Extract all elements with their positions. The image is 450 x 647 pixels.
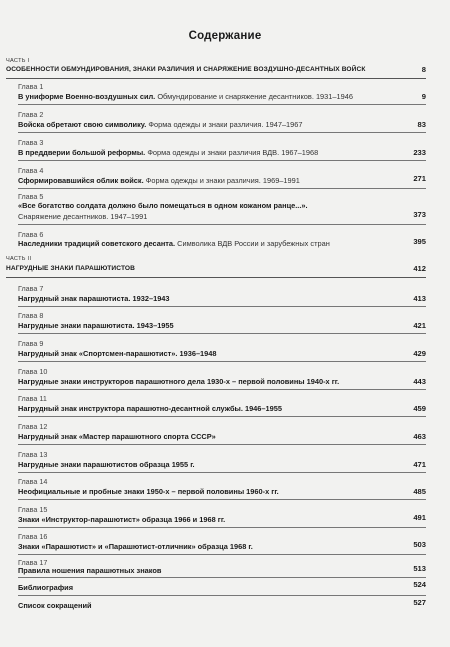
chapter-page-number: 503 [413,540,426,549]
chapter-page-number: 485 [413,487,426,496]
row-divider [18,104,426,105]
chapter-title: Нагрудные знаки парашютиста. 1943–1955 [18,321,174,330]
row-divider [18,577,426,578]
abbreviations-line [18,601,388,610]
chapter-title: В преддверии большой реформы. [18,148,146,157]
chapter-label: Глава 1 [18,82,44,91]
abbreviations-title: Список сокращений [18,601,92,610]
row-divider [18,416,426,417]
chapter-title-line [18,321,388,330]
chapter-label: Глава 3 [18,138,44,147]
chapter-title-line [18,201,388,210]
chapter-title-line [18,148,388,157]
chapter-title-line [18,542,388,551]
chapter-description: Снаряжение десантников. 1947–1991 [18,212,148,221]
chapter-description: Форма одежды и знаки различия. 1947–1967 [148,120,303,129]
chapter-title-line [18,515,388,524]
chapter-label: Глава 4 [18,166,44,175]
chapter-page-number: 513 [413,564,426,573]
chapter-title-line [18,120,388,129]
chapter-label: Глава 5 [18,192,44,201]
chapter-description: Обмундирование и снаряжение десантников. 1931–1946 [157,92,353,101]
chapter-title-line [18,487,388,496]
abbreviations-page-number: 527 [413,598,426,607]
row-divider [18,333,426,334]
row-divider [18,444,426,445]
chapter-label: Глава 16 [18,532,48,541]
chapter-title: Сформировавшийся облик войск. [18,176,144,185]
chapter-page-number: 459 [413,404,426,413]
bibliography-line [18,583,388,592]
chapter-label: Глава 9 [18,339,44,348]
row-divider [18,188,426,189]
chapter-page-number: 233 [413,148,426,157]
chapter-title: Нагрудные знаки парашютистов образца 1955 г. [18,460,195,469]
chapter-label: Глава 11 [18,394,47,403]
chapter-description: Форма одежды и знаки различия ВДВ. 1967–1968 [147,148,319,157]
chapter-title-line [18,294,388,303]
chapter-title: «Все богатство солдата должно было помещаться в одном кожаном ранце...». [18,201,308,210]
chapter-label: Глава 12 [18,422,48,431]
chapter-label: Глава 7 [18,284,44,293]
bibliography-page-number: 524 [413,580,426,589]
row-divider [18,361,426,362]
chapter-title: Знаки «Инструктор-парашютист» образца 1966 и 1968 гг. [18,515,226,524]
chapter-title: Нагрудный знак «Мастер парашютного спорта СССР» [18,432,216,441]
chapter-title: Наследники традиций советского десанта. [18,239,176,248]
part-page-number: 8 [421,65,426,74]
part-title: ОСОБЕННОСТИ ОБМУНДИРОВАНИЯ, ЗНАКИ РАЗЛИЧИЯ И СНАРЯЖЕНИЕ ВОЗДУШНО-ДЕСАНТНЫХ ВОЙСК [6,66,366,73]
chapter-label: Глава 15 [18,505,48,514]
row-divider [18,499,426,500]
row-divider [18,224,426,225]
chapter-title: Нагрудный знак инструктора парашютно-десантной службы. 1946–1955 [18,404,282,413]
chapter-description: Форма одежды и знаки различия. 1969–1991 [145,176,300,185]
row-divider [18,160,426,161]
chapter-description-line [18,212,388,221]
chapter-description: Символика ВДВ России и зарубежных стран [177,239,330,248]
chapter-page-number: 443 [413,377,426,386]
row-divider [18,132,426,133]
chapter-title: Неофициальные и пробные знаки 1950-х – первой половины 1960-х гг. [18,487,279,496]
chapter-page-number: 421 [413,321,426,330]
chapter-page-number: 429 [413,349,426,358]
chapter-title: В униформе Военно-воздушных сил. [18,92,156,101]
part-divider [6,277,426,278]
chapter-title-line [18,404,388,413]
part-page-number: 412 [413,264,426,273]
chapter-title: Правила ношения парашютных знаков [18,566,162,575]
chapter-page-number: 491 [413,513,426,522]
chapter-label: Глава 10 [18,367,48,376]
chapter-label: Глава 17 [18,558,48,567]
chapter-title-line [18,92,388,101]
chapter-page-number: 471 [413,460,426,469]
chapter-label: Глава 6 [18,230,44,239]
chapter-page-number: 463 [413,432,426,441]
chapter-title: Нагрудный знак парашютиста. 1932–1943 [18,294,170,303]
part-title: НАГРУДНЫЕ ЗНАКИ ПАРАШЮТИСТОВ [6,265,135,272]
chapter-page-number: 9 [421,92,426,101]
chapter-title-line [18,176,388,185]
chapter-label: Глава 8 [18,311,44,320]
chapter-title-line [18,377,398,386]
bibliography-title: Библиография [18,583,74,592]
chapter-label: Глава 14 [18,477,48,486]
chapter-title-line [18,566,388,575]
chapter-page-number: 373 [413,210,426,219]
chapter-title: Знаки «Парашютист» и «Парашютист-отличник» образца 1968 г. [18,542,253,551]
chapter-page-number: 83 [417,120,426,129]
chapter-title-line [18,349,388,358]
chapter-label: Глава 2 [18,110,44,119]
chapter-label: Глава 13 [18,450,48,459]
row-divider [18,389,426,390]
page-title: Содержание [188,30,262,42]
chapter-title-line [18,239,398,248]
chapter-title: Нагрудный знак «Спортсмен-парашютист». 1936–1948 [18,349,217,358]
row-divider [18,306,426,307]
row-divider [18,472,426,473]
chapter-page-number: 395 [413,237,426,246]
chapter-page-number: 413 [413,294,426,303]
chapter-title-line [18,460,388,469]
chapter-title: Войска обретают свою символику. [18,120,147,129]
chapter-page-number: 271 [413,174,426,183]
chapter-title-line [18,432,388,441]
row-divider [18,595,426,596]
part-divider [6,78,426,79]
part-label: ЧАСТЬ I [6,58,30,64]
row-divider [18,554,426,555]
chapter-title: Нагрудные знаки инструкторов парашютного дела 1930-х – первой половины 1940-х гг. [18,377,340,386]
part-label: ЧАСТЬ II [6,256,32,262]
row-divider [18,527,426,528]
